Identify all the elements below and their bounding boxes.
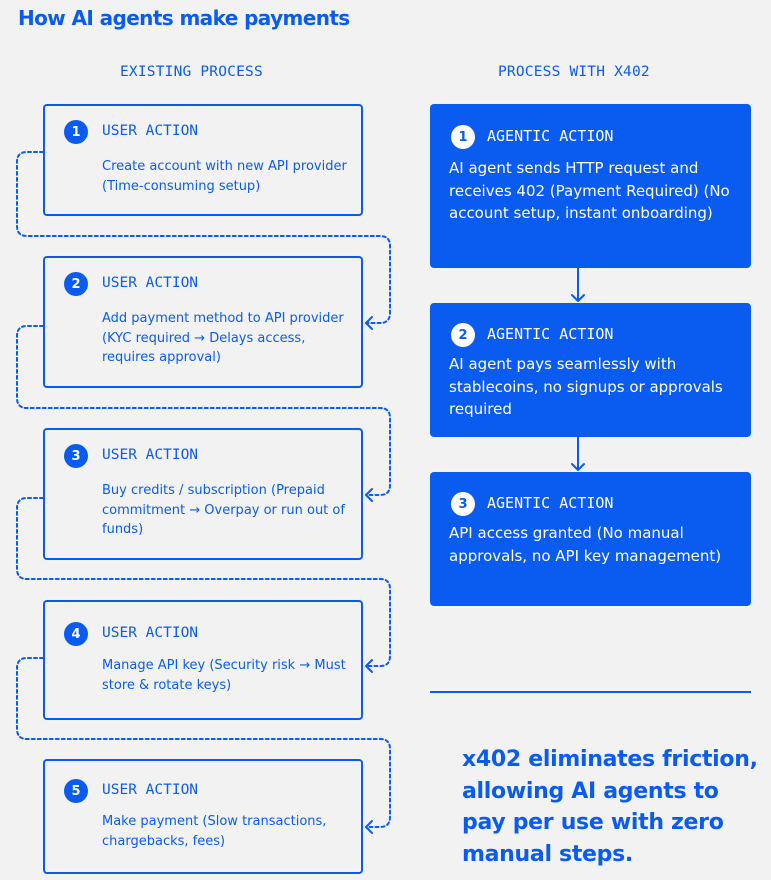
step-label: USER ACTION [102,625,199,641]
existing-step-1 [43,104,363,216]
x402-arrow-2-3 [572,437,584,470]
existing-step-4 [43,600,363,720]
existing-step-3 [43,428,363,560]
x402-arrow-1-2 [572,268,584,301]
step-description: Add payment method to API provider (KYC required → Delays access, requires approval) [102,311,344,365]
step-description: Buy credits / subscription (Prepaid commitment → Overpay or run out of funds) [102,483,345,537]
step-description: Create account with new API provider (Time-consuming setup) [102,159,347,194]
existing-step-5 [43,759,363,874]
step-description: API access granted (No manual approvals, no API key management) [449,524,722,565]
step-label: AGENTIC ACTION [487,127,614,145]
step-label: USER ACTION [102,447,199,463]
x402-step-3 [430,472,751,606]
x402-process-heading: PROCESS WITH X402 [498,64,650,80]
x402-step-2 [430,303,751,437]
existing-process-heading: EXISTING PROCESS [120,64,263,80]
step-number-badge: 2 [64,272,88,296]
step-number-badge: 1 [64,120,88,144]
step-number-badge: 5 [64,779,88,803]
tagline: x402 eliminates friction, allowing AI agents to pay per use with zero manual steps. [462,747,758,867]
step-number-badge: 3 [451,492,475,516]
step-label: AGENTIC ACTION [487,325,614,343]
step-label: USER ACTION [102,123,199,139]
step-description: Manage API key (Security risk → Must store & rotate keys) [102,658,346,693]
step-description: AI agent pays seamlessly with stablecoins, no signups or approvals required [449,355,723,418]
step-label: USER ACTION [102,275,199,291]
step-description: AI agent sends HTTP request and receives 402 (Payment Required) (No account setup, instant onboarding) [449,159,730,222]
existing-step-2 [43,256,363,388]
step-number-badge: 2 [451,323,475,347]
step-number-badge: 4 [64,622,88,646]
x402-step-1 [430,104,751,268]
step-label: USER ACTION [102,782,199,798]
page-title: How AI agents make payments [18,6,350,30]
step-number-badge: 3 [64,444,88,468]
divider [430,691,751,693]
step-description: Make payment (Slow transactions, chargebacks, fees) [102,814,327,849]
step-number-badge: 1 [451,125,475,149]
step-label: AGENTIC ACTION [487,494,614,512]
